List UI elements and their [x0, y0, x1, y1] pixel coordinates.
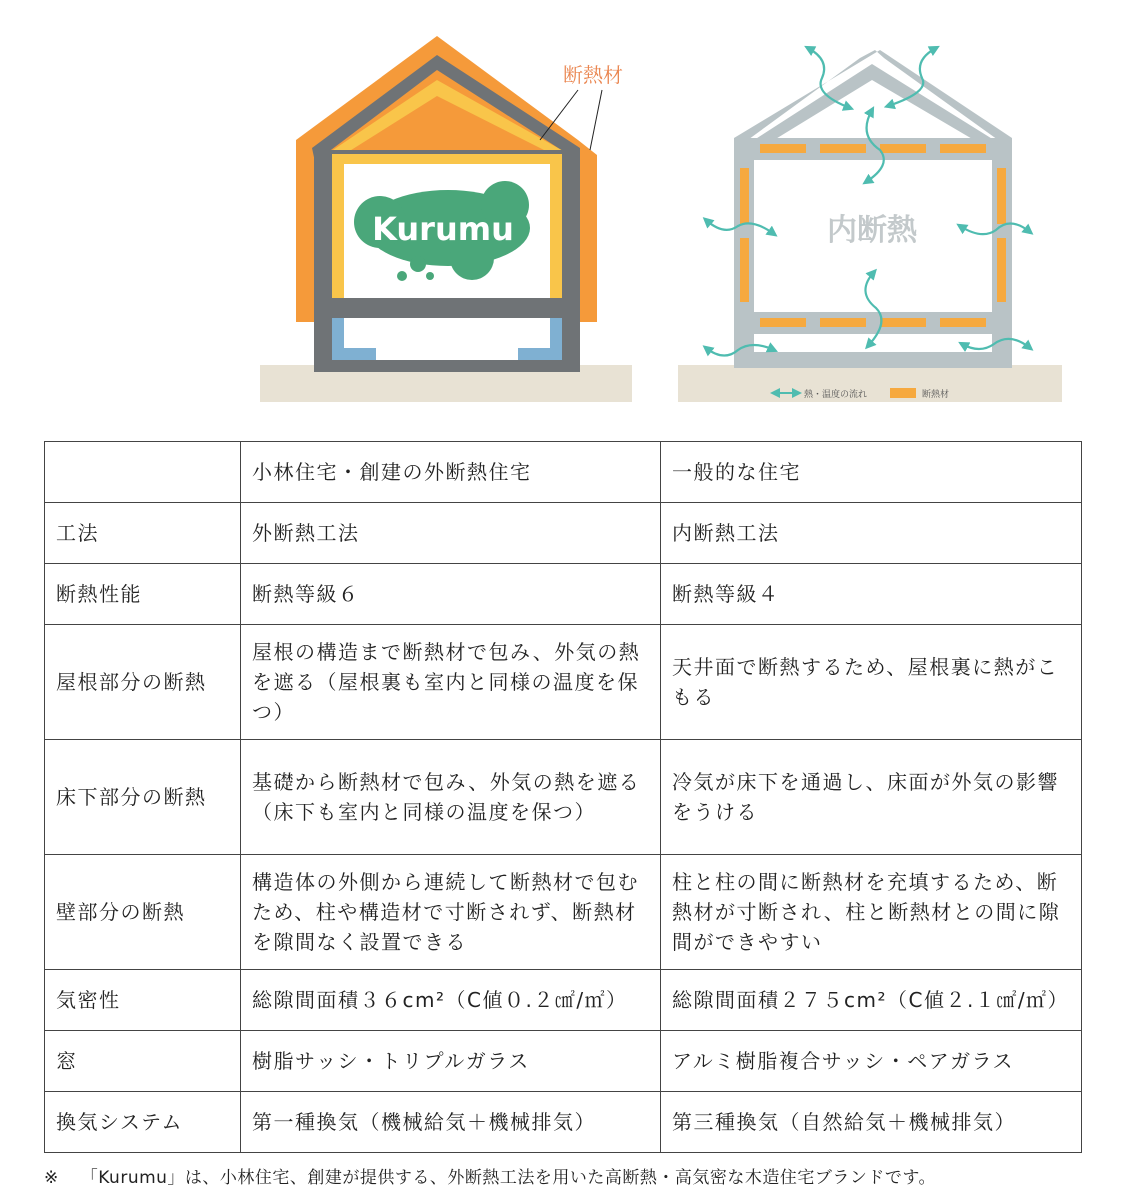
internal-insulation-title: 内断熱: [827, 213, 917, 248]
insulation-label: 断熱材: [563, 63, 623, 87]
table-row: [45, 1031, 1082, 1092]
footnote-text: 「Kurumu」は、小林住宅、創建が提供する、外断熱工法を用いた高断熱・高気密な木造住宅ブランドです。: [80, 1168, 937, 1188]
row-general-value: 天井面で断熱するため、屋根裏に熱がこもる: [661, 625, 1082, 740]
footnote-mark: ※: [44, 1168, 59, 1188]
row-label: 床下部分の断熱: [45, 740, 241, 855]
table-row: [45, 503, 1082, 564]
row-kurumu-value: 外断熱工法: [241, 503, 661, 564]
insulation-legend-label: 断熱材: [922, 390, 950, 400]
internal-insulation-house: [678, 48, 1062, 402]
table-row: [45, 855, 1082, 970]
row-general-value: アルミ樹脂複合サッシ・ペアガラス: [661, 1031, 1082, 1092]
row-label: 断熱性能: [45, 564, 241, 625]
table-row: [45, 625, 1082, 740]
ceiling-insulation: [332, 154, 562, 164]
table-row: [45, 970, 1082, 1031]
row-kurumu-value: 総隙間面積３６cm²（C値０.２㎠/㎡）: [241, 970, 661, 1031]
row-general-value: 断熱等級４: [661, 564, 1082, 625]
kurumu-logo-text: Kurumu: [372, 210, 514, 248]
row-label: 換気システム: [45, 1092, 241, 1153]
row-kurumu-value: 断熱等級６: [241, 564, 661, 625]
wall-insulation-right: [550, 164, 562, 298]
foundation-inner-right: [518, 318, 550, 348]
row-general-value: 冷気が床下を通過し、床面が外気の影響をうける: [661, 740, 1082, 855]
insulation-legend-swatch: [890, 388, 916, 398]
row-kurumu-value: 樹脂サッシ・トリプルガラス: [241, 1031, 661, 1092]
row-kurumu-value: 構造体の外側から連続して断熱材で包むため、柱や構造材で寸断されず、断熱材を隙間なく設置できる: [241, 855, 661, 970]
table-row: [45, 564, 1082, 625]
wall-insulation-left: [332, 164, 344, 298]
flow-legend-label: 熱・温度の流れ: [804, 390, 868, 400]
footnote: [44, 1163, 936, 1188]
label-leader-2: [590, 90, 602, 150]
row-label: 工法: [45, 503, 241, 564]
row-label: 気密性: [45, 970, 241, 1031]
row-kurumu-value: 屋根の構造まで断熱材で包み、外気の熱を遮る（屋根裏も室内と同様の温度を保つ）: [241, 625, 661, 740]
row-general-value: 内断熱工法: [661, 503, 1082, 564]
header-cell-general: 一般的な住宅: [661, 442, 1082, 503]
row-general-value: 第三種換気（自然給気＋機械排気）: [661, 1092, 1082, 1153]
comparison-table: [44, 441, 1082, 1153]
header-cell-empty: [45, 442, 241, 503]
insulation-diagrams: [0, 0, 1132, 440]
row-general-value: 柱と柱の間に断熱材を充填するため、断熱材が寸断され、柱と断熱材との間に隙間ができやすい: [661, 855, 1082, 970]
table-header-row: [45, 442, 1082, 503]
row-kurumu-value: 第一種換気（機械給気＋機械排気）: [241, 1092, 661, 1153]
row-label: 屋根部分の断熱: [45, 625, 241, 740]
table-row: [45, 740, 1082, 855]
row-general-value: 総隙間面積２７５cm²（C値２.１㎠/㎡）: [661, 970, 1082, 1031]
header-cell-kurumu: 小林住宅・創建の外断熱住宅: [241, 442, 661, 503]
base-bottom: [734, 352, 1012, 368]
row-label: 壁部分の断熱: [45, 855, 241, 970]
row-kurumu-value: 基礎から断熱材で包み、外気の熱を遮る（床下も室内と同様の温度を保つ）: [241, 740, 661, 855]
external-insulation-house: [260, 36, 632, 402]
table-row: [45, 1092, 1082, 1153]
foundation-inner-left: [344, 318, 376, 348]
heat-flow-arrows: [706, 48, 1030, 356]
ground: [678, 365, 1062, 402]
row-label: 窓: [45, 1031, 241, 1092]
